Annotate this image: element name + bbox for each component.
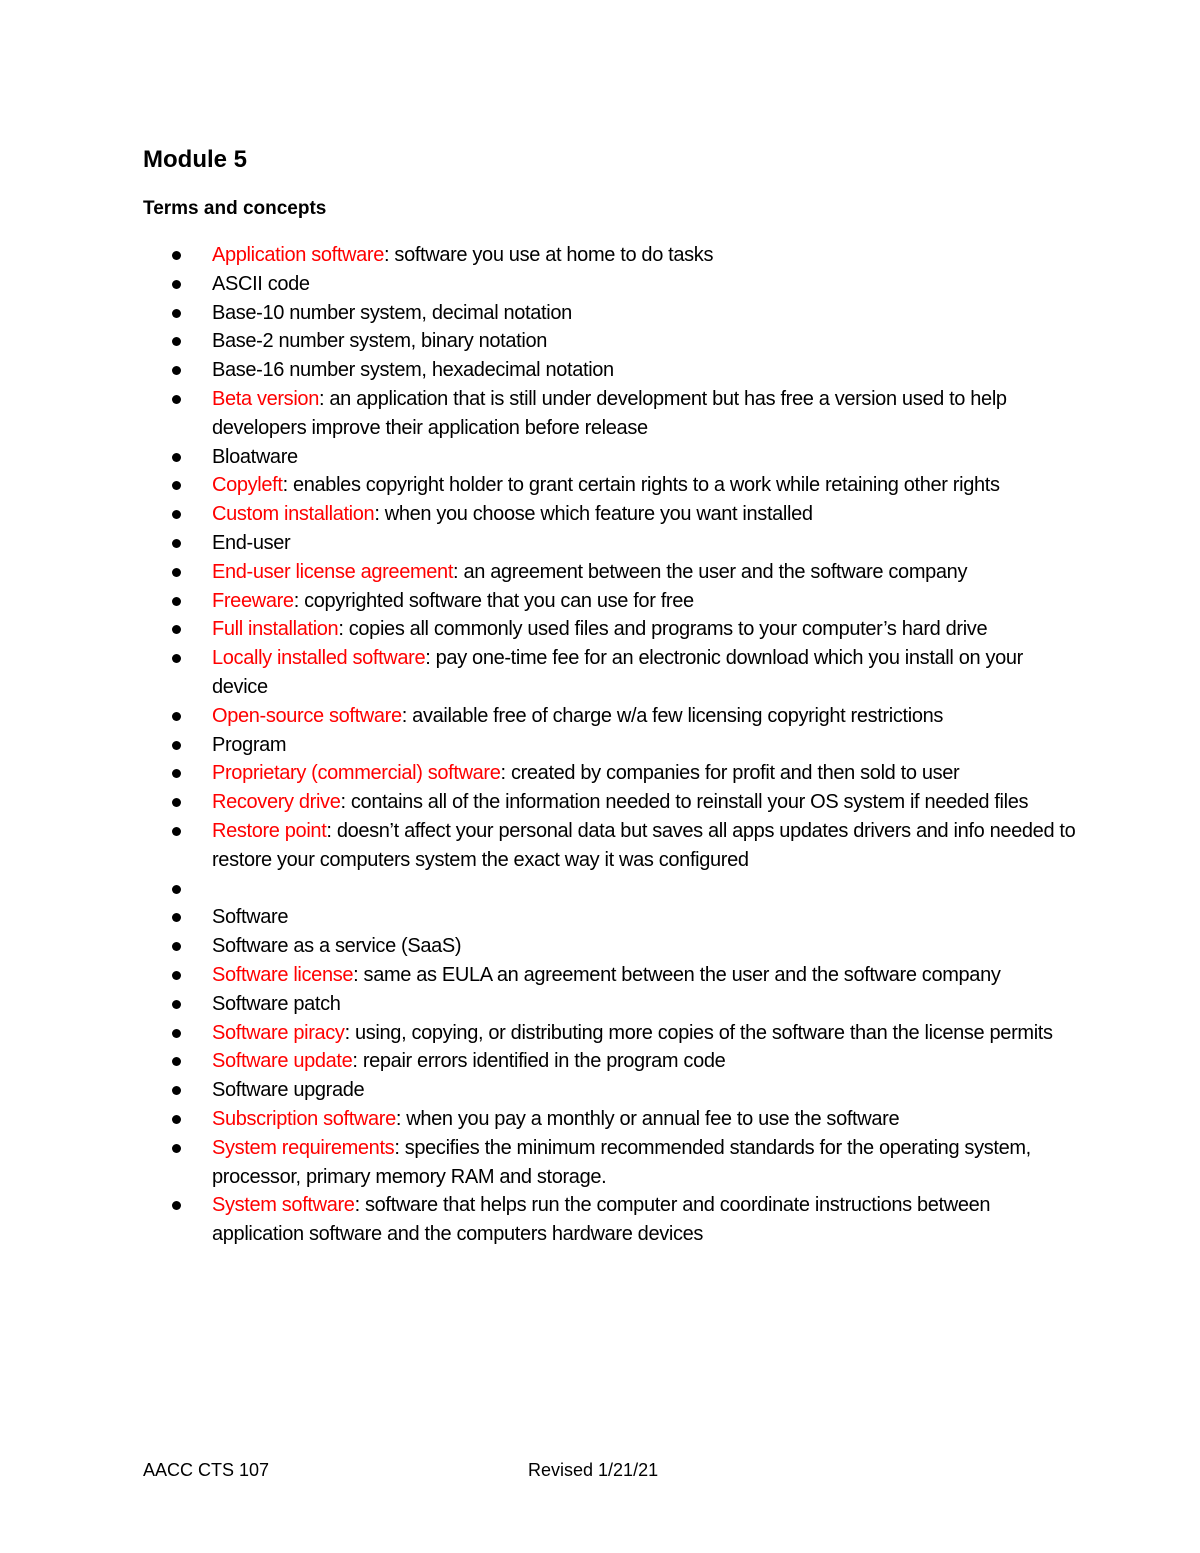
bullet-icon (172, 395, 181, 404)
bullet-icon (172, 251, 181, 260)
term-definition: Base-16 number system, hexadecimal notation (212, 359, 614, 382)
bullet-icon (172, 1057, 181, 1066)
term-label: Custom installation (212, 503, 375, 526)
list-item (0, 702, 1200, 731)
term-definition: : when you pay a monthly or annual fee to use the software (395, 1107, 900, 1130)
term-definition: ASCII code (212, 272, 310, 295)
bullet-icon (172, 1086, 181, 1095)
list-item (0, 875, 1200, 904)
bullet-icon (172, 510, 181, 519)
list-item (0, 990, 1200, 1019)
list-item (0, 587, 1200, 616)
list-item (0, 1105, 1200, 1134)
list-item (0, 817, 1200, 875)
term-definition: : an application that is still under development but has free a version used to help developers improve their application before release (212, 387, 1007, 439)
term-label: Beta version (212, 387, 319, 410)
footer-revised-date: Revised 1/21/21 (528, 1460, 659, 1480)
term-label: Recovery drive (212, 791, 341, 814)
term-definition: : created by companies for profit and then sold to user (500, 762, 960, 785)
term-label: Software piracy (212, 1021, 345, 1044)
list-item (0, 615, 1200, 644)
term-definition: : available free of charge w/a few licensing copyright restrictions (401, 704, 944, 727)
list-item (0, 270, 1200, 299)
bullet-icon (172, 654, 181, 663)
term-definition: Software patch (212, 992, 341, 1015)
list-item (0, 356, 1200, 385)
term-definition: : when you choose which feature you want installed (374, 503, 813, 526)
bullet-icon (172, 827, 181, 836)
term-definition: : repair errors identified in the program code (352, 1050, 726, 1073)
term-definition: End-user (212, 531, 291, 554)
bullet-icon (172, 481, 181, 490)
term-label: Restore point (212, 819, 327, 842)
term-definition: : copyrighted software that you can use for free (293, 589, 694, 612)
term-label: Full installation (212, 618, 339, 641)
bullet-icon (172, 1201, 181, 1210)
bullet-icon (172, 798, 181, 807)
bullet-icon (172, 625, 181, 634)
list-item (0, 558, 1200, 587)
bullet-icon (172, 337, 181, 346)
term-label: Freeware (212, 589, 294, 612)
term-definition: Base-10 number system, decimal notation (212, 301, 572, 324)
term-definition: Software as a service (SaaS) (212, 935, 462, 958)
list-item (0, 241, 1200, 270)
footer-course: AACC CTS 107 (143, 1460, 270, 1480)
term-label: System requirements (212, 1136, 395, 1159)
bullet-icon (172, 1029, 181, 1038)
term-definition: : an agreement between the user and the software company (453, 560, 968, 583)
term-definition: : using, copying, or distributing more copies of the software than the license permits (344, 1021, 1053, 1044)
term-label: Proprietary (commercial) software (212, 762, 501, 785)
list-item (0, 1134, 1200, 1192)
bullet-icon (172, 309, 181, 318)
list-item (0, 731, 1200, 760)
bullet-icon (172, 539, 181, 548)
term-definition: : pay one-time fee for an electronic download which you install on your device (212, 647, 1023, 698)
bullet-icon (172, 885, 181, 894)
list-item (0, 759, 1200, 788)
term-definition: : software you use at home to do tasks (384, 244, 714, 266)
bullet-icon (172, 1000, 181, 1009)
bullet-icon (172, 568, 181, 577)
list-item (0, 529, 1200, 558)
term-label: Open-source software (212, 704, 402, 727)
bullet-icon (172, 741, 181, 750)
term-definition: : copies all commonly used files and programs to your computer’s hard drive (338, 618, 988, 641)
list-item (0, 788, 1200, 817)
list-item (0, 327, 1200, 356)
bullet-icon (172, 366, 181, 375)
term-definition: Software upgrade (212, 1079, 365, 1102)
term-definition: Base-2 number system, binary notation (212, 330, 547, 353)
term-label: Application software (212, 244, 384, 266)
bullet-icon (172, 1144, 181, 1153)
bullet-icon (172, 1115, 181, 1124)
list-item (0, 299, 1200, 328)
term-definition: : doesn’t affect your personal data but saves all apps updates drivers and info needed to restore your computers system the exact way it was configured (212, 819, 1076, 871)
term-definition: : same as EULA an agreement between the user and the software company (353, 963, 1001, 986)
term-definition: Program (212, 733, 287, 756)
bullet-icon (172, 769, 181, 778)
list-item (0, 1076, 1200, 1105)
term-definition: : specifies the minimum recommended standards for the operating system, processor, primary memory RAM and storage. (212, 1136, 1031, 1188)
list-item (0, 1019, 1200, 1048)
term-definition: : enables copyright holder to grant certain rights to a work while retaining other rights (282, 474, 1000, 497)
term-label: Subscription software (212, 1107, 396, 1130)
list-item (0, 644, 1200, 702)
terms-list (0, 241, 1200, 1249)
page-title: Module 5 (143, 146, 248, 173)
term-definition: Bloatware (212, 445, 298, 468)
bullet-icon (172, 453, 181, 462)
list-item (0, 443, 1200, 472)
bullet-icon (172, 971, 181, 980)
list-item (0, 1191, 1200, 1249)
term-definition: : contains all of the information needed to reinstall your OS system if needed files (340, 791, 1029, 814)
term-label: Locally installed software (212, 647, 426, 670)
bullet-icon (172, 597, 181, 606)
bullet-icon (172, 280, 181, 289)
term-label: Software update (212, 1050, 353, 1073)
list-item (0, 471, 1200, 500)
term-label: Copyleft (212, 474, 283, 497)
term-definition: Software (212, 906, 289, 929)
list-item (0, 500, 1200, 529)
term-label: End-user license agreement (212, 560, 454, 583)
list-item (0, 932, 1200, 961)
list-item (0, 903, 1200, 932)
list-item (0, 1047, 1200, 1076)
bullet-icon (172, 913, 181, 922)
list-item (0, 961, 1200, 990)
term-label: System software (212, 1194, 355, 1217)
bullet-icon (172, 712, 181, 721)
term-label: Software license (212, 963, 354, 986)
term-definition: : software that helps run the computer and coordinate instructions between application software and the computers hardware devices (212, 1194, 991, 1246)
bullet-icon (172, 942, 181, 951)
section-heading: Terms and concepts (143, 198, 327, 219)
list-item (0, 385, 1200, 443)
